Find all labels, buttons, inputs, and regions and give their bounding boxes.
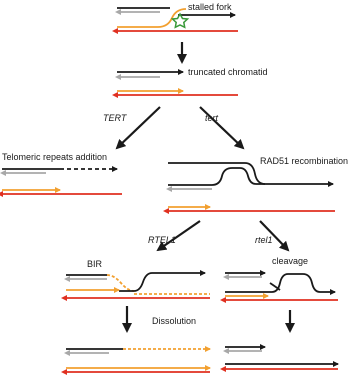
panel-dissolution-result <box>66 349 210 372</box>
panel-cleavage-result <box>225 347 338 369</box>
label-rtel1-upper: RTEL1 <box>148 235 176 245</box>
label-rtel1-lower: rtel1 <box>255 235 273 245</box>
bir-synthesis-strand <box>107 275 134 291</box>
label-truncated-chromatid: truncated chromatid <box>188 67 268 77</box>
panel-truncated-chromatid <box>117 67 268 95</box>
panel-cleavage <box>225 256 338 300</box>
label-rad51: RAD51 recombination <box>260 156 349 166</box>
label-tert-lower: tert <box>205 113 219 123</box>
label-bir: BIR <box>87 259 103 269</box>
label-dissolution: Dissolution <box>152 316 197 326</box>
stalled-fork-star-icon <box>173 14 188 27</box>
panel-rad51-recombination <box>168 156 348 211</box>
label-cleavage: cleavage <box>272 256 309 266</box>
label-tert-upper: TERT <box>103 113 127 123</box>
donor-black-strand <box>119 273 205 291</box>
panel-bir <box>66 259 210 298</box>
donor-black-strand-bubble <box>212 168 333 185</box>
panel-stalled-fork <box>117 2 238 31</box>
label-telomeric-repeats: Telomeric repeats addition <box>2 152 108 162</box>
label-stalled-fork: stalled fork <box>188 2 232 12</box>
panel-telomeric-repeats <box>2 152 122 194</box>
